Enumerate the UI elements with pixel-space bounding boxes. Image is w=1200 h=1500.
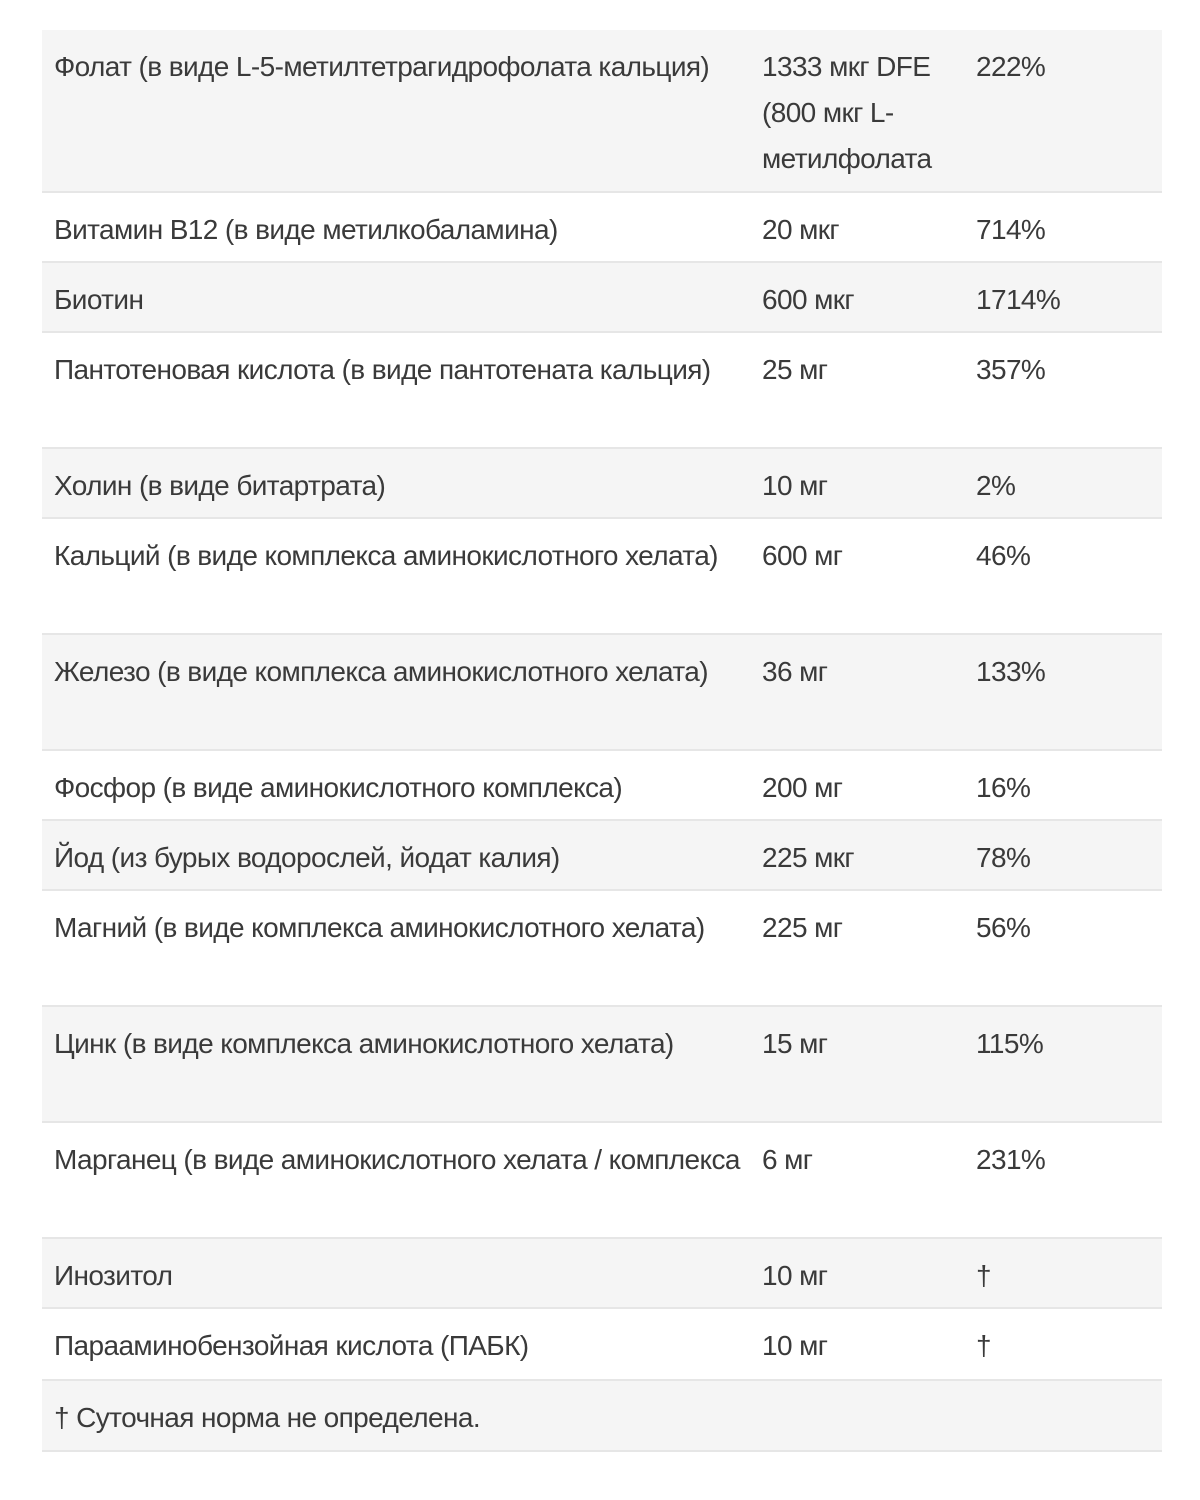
nutrient-amount: 600 мг (762, 540, 843, 571)
nutrient-amount: 20 мкг (762, 214, 840, 245)
table-row (42, 635, 1162, 751)
nutrition-table (42, 30, 1162, 1452)
daily-value: 222% (976, 51, 1046, 82)
table-row (42, 1123, 1162, 1239)
daily-value: † (976, 1330, 991, 1361)
daily-value: 115% (976, 1028, 1044, 1059)
nutrient-amount: 10 мг (762, 1330, 828, 1361)
nutrient-amount: 1333 мкг DFE (800 мкг L-метилфолата (762, 51, 932, 174)
nutrient-name: Йод (из бурых водорослей, йодат калия) (54, 842, 560, 873)
daily-value: 56% (976, 912, 1031, 943)
daily-value: 231% (976, 1144, 1046, 1175)
daily-value: 133% (976, 656, 1046, 687)
nutrient-amount: 225 мкг (762, 842, 855, 873)
nutrient-name: Витамин B12 (в виде метилкобаламина) (54, 214, 558, 245)
nutrient-name: Инозитол (54, 1260, 173, 1291)
nutrient-amount: 10 мг (762, 470, 828, 501)
nutrient-name: Фосфор (в виде аминокислотного комплекса) (54, 772, 623, 803)
nutrient-name: Марганец (в виде аминокислотного хелата / комплекса (54, 1144, 740, 1175)
nutrient-name: Фолат (в виде L-5-метилтетрагидрофолата кальция) (54, 51, 710, 82)
nutrient-amount: 200 мг (762, 772, 843, 803)
nutrient-name: Кальций (в виде комплекса аминокислотного хелата) (54, 540, 718, 571)
nutrient-name: Холин (в виде битартрата) (54, 470, 386, 501)
table-row (42, 821, 1162, 891)
table-row (42, 519, 1162, 635)
nutrient-name: Парааминобензойная кислота (ПАБК) (54, 1330, 529, 1361)
footnote-text: † Суточная норма не определена. (54, 1402, 480, 1433)
table-row (42, 891, 1162, 1007)
table-row (42, 751, 1162, 821)
daily-value: 2% (976, 470, 1016, 501)
nutrient-name: Цинк (в виде комплекса аминокислотного хелата) (54, 1028, 674, 1059)
nutrient-name: Железо (в виде комплекса аминокислотного хелата) (54, 656, 708, 687)
table-row (42, 1239, 1162, 1309)
daily-value: 714% (976, 214, 1046, 245)
nutrient-amount: 36 мг (762, 656, 828, 687)
table-row (42, 1007, 1162, 1123)
table-row (42, 1309, 1162, 1381)
table-row (42, 449, 1162, 519)
daily-value: 357% (976, 354, 1046, 385)
nutrient-amount: 600 мкг (762, 284, 855, 315)
nutrient-amount: 225 мг (762, 912, 843, 943)
table-row (42, 30, 1162, 193)
daily-value: † (976, 1260, 991, 1291)
daily-value: 46% (976, 540, 1031, 571)
table-row (42, 193, 1162, 263)
nutrient-amount: 10 мг (762, 1260, 828, 1291)
footnote (42, 1381, 1162, 1452)
daily-value: 78% (976, 842, 1031, 873)
nutrient-amount: 15 мг (762, 1028, 828, 1059)
table-row (42, 333, 1162, 449)
nutrient-amount: 6 мг (762, 1144, 813, 1175)
table-row (42, 263, 1162, 333)
daily-value: 1714% (976, 284, 1061, 315)
daily-value: 16% (976, 772, 1031, 803)
nutrient-name: Магний (в виде комплекса аминокислотного хелата) (54, 912, 705, 943)
nutrient-name: Биотин (54, 284, 144, 315)
nutrient-amount: 25 мг (762, 354, 828, 385)
nutrient-name: Пантотеновая кислота (в виде пантотената кальция) (54, 354, 711, 385)
